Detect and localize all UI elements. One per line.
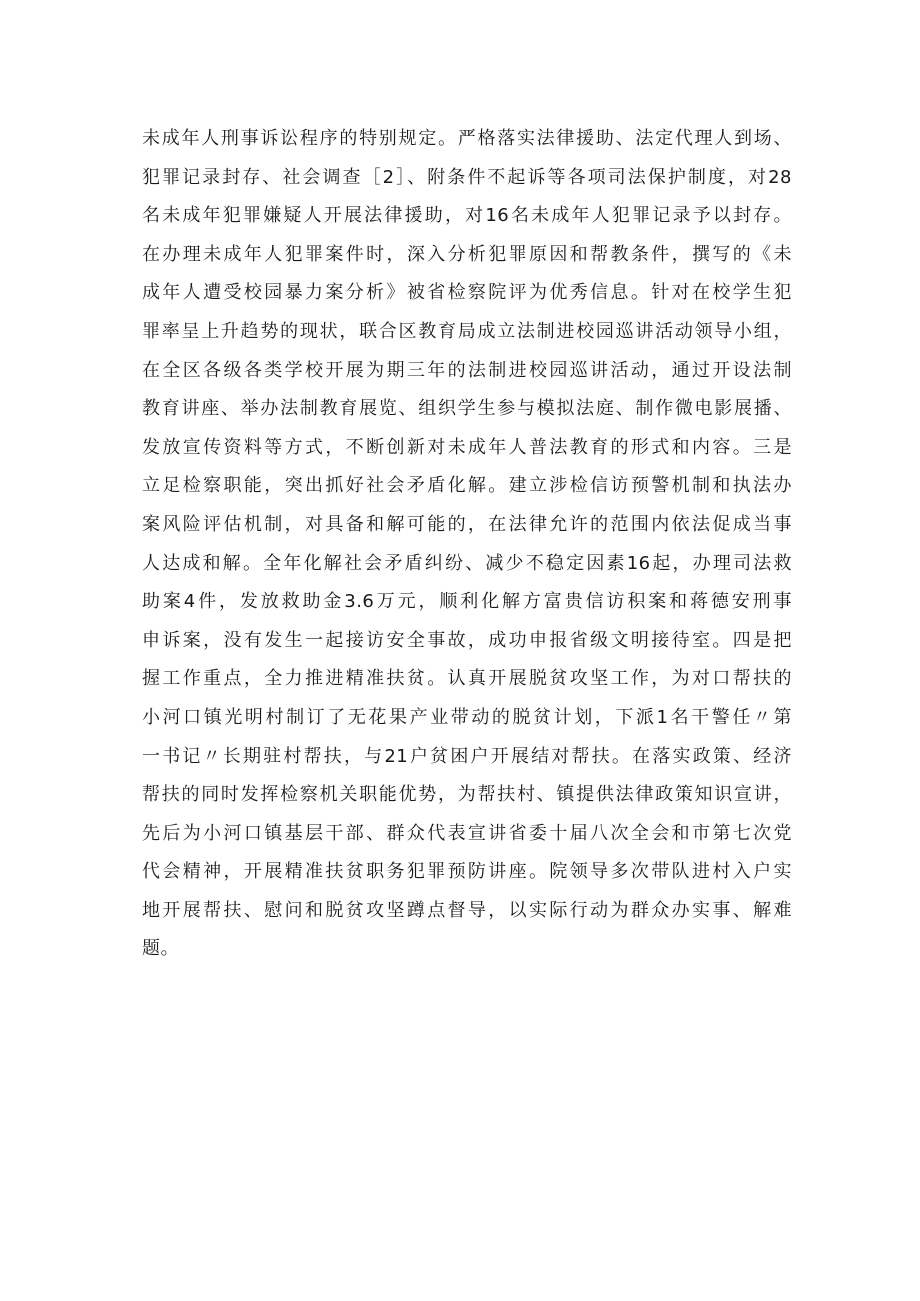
text-line-18: 帮扶的同时发挥检察机关职能优势，为帮扶村、镇提供法律政策知识宣讲，: [142, 784, 792, 806]
text-line-6: 罪率呈上升趋势的现状，联合区教育局成立法制进校园巡讲活动领导小组，: [142, 320, 792, 342]
text-line-9: 发放宣传资料等方式，不断创新对未成年人普法教育的形式和内容。三是: [142, 436, 792, 458]
text-line-3: 名未成年犯罪嫌疑人开展法律援助，对16名未成年人犯罪记录予以封存。: [142, 205, 792, 227]
body-paragraph: [142, 120, 792, 969]
text-line-8: 教育讲座、举办法制教育展览、组织学生参与模拟法庭、制作微电影展播、: [142, 398, 792, 420]
text-line-20: 代会精神，开展精准扶贫职务犯罪预防讲座。院领导多次带队进村入户实: [142, 861, 792, 883]
text-line-13: 助案4件，发放救助金3.6万元，顺利化解方富贵信访积案和蒋德安刑事: [142, 591, 792, 613]
text-line-21: 地开展帮扶、慰问和脱贫攻坚蹲点督导，以实际行动为群众办实事、解难: [142, 899, 792, 921]
text-line-22: 题。: [142, 938, 179, 960]
text-line-5: 成年人遭受校园暴力案分析》被省检察院评为优秀信息。针对在校学生犯: [142, 282, 792, 304]
text-line-15: 握工作重点，全力推进精准扶贫。认真开展脱贫攻坚工作，为对口帮扶的: [142, 668, 792, 690]
text-line-16: 小河口镇光明村制订了无花果产业带动的脱贫计划，下派1名干警任〃第: [142, 706, 792, 728]
text-line-10: 立足检察职能，突出抓好社会矛盾化解。建立涉检信访预警机制和执法办: [142, 475, 792, 497]
text-line-4: 在办理未成年人犯罪案件时，深入分析犯罪原因和帮教条件，撰写的《未: [142, 243, 792, 265]
text-line-19: 先后为小河口镇基层干部、群众代表宣讲省委十届八次全会和市第七次党: [142, 822, 792, 844]
text-line-12: 人达成和解。全年化解社会矛盾纠纷、减少不稳定因素16起，办理司法救: [142, 552, 792, 574]
text-line-7: 在全区各级各类学校开展为期三年的法制进校园巡讲活动，通过开设法制: [142, 359, 792, 381]
text-line-17: 一书记〃长期驻村帮扶，与21户贫困户开展结对帮扶。在落实政策、经济: [142, 745, 792, 767]
text-line-2: 犯罪记录封存、社会调查［2］、附条件不起诉等各项司法保护制度，对28: [142, 166, 792, 188]
text-line-14: 申诉案，没有发生一起接访安全事故，成功申报省级文明接待室。四是把: [142, 629, 792, 651]
text-line-1: 未成年人刑事诉讼程序的特别规定。严格落实法律援助、法定代理人到场、: [142, 128, 792, 149]
text-line-11: 案风险评估机制，对具备和解可能的，在法律允许的范围内依法促成当事: [142, 513, 792, 535]
